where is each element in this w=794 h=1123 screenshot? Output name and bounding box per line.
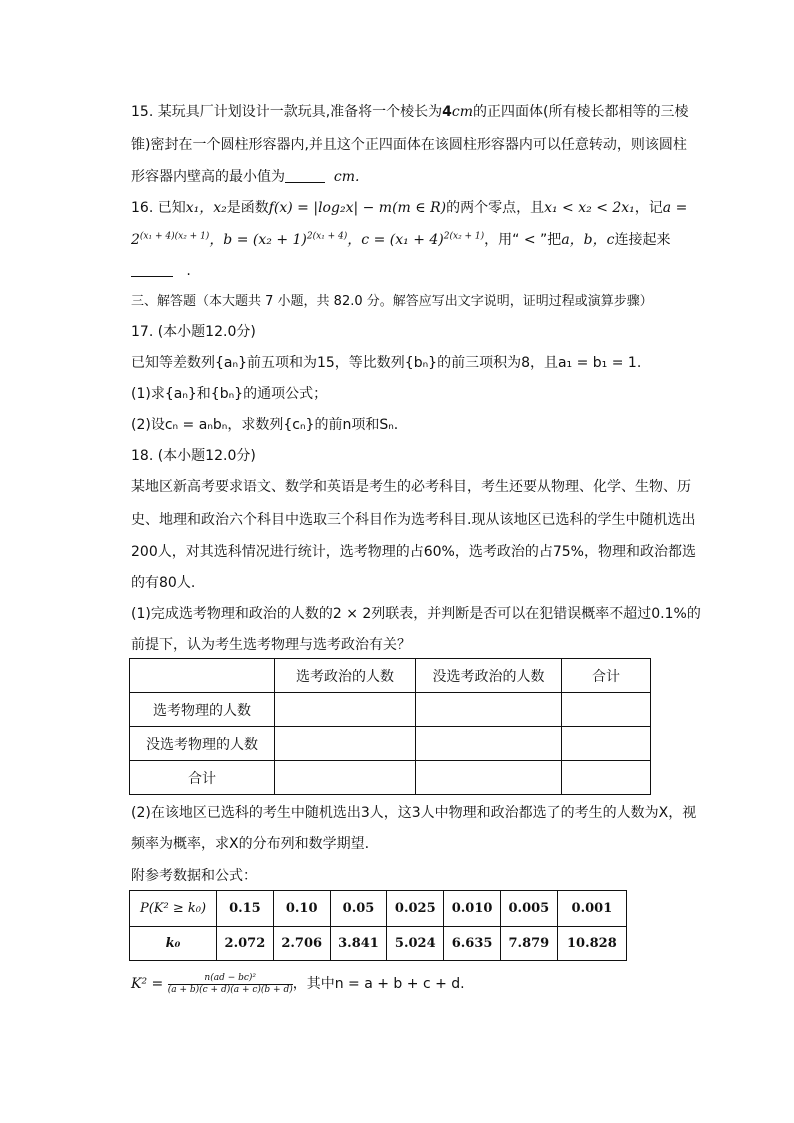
q18-sub1-text-a: (1)完成选考物理和政治的人数的2 × 2列联表，并判断是否可以在犯错误概率不超过0.1%的 [131,606,701,622]
k-value-cell: 3.841 [330,927,387,961]
q15-answer-blank [285,168,325,183]
p-value-cell: 0.10 [273,891,330,927]
table-row-label: 选考物理的人数 [130,693,275,727]
k-value-cell: 7.879 [500,927,557,961]
q15-unit-end: cm. [333,169,360,185]
table-cell [275,727,416,761]
q18-heading [131,446,256,466]
table-header-cell: 合计 [562,659,651,693]
table-row-label: 没选考物理的人数 [130,727,275,761]
q18-para-1 [131,477,691,497]
q16-c-expr: ，c = (x₁ + 4) [347,232,444,248]
q15-text-a: 15. 某玩具厂计划设计一款玩具,准备将一个棱长为 [131,104,443,120]
q15-text-b: 的正四面体(所有棱长都相等的三棱 [473,104,689,120]
q15-unit: cm [451,104,474,120]
q16-text-d: ，记 [634,200,663,216]
reference-heading [131,866,257,886]
table-row [130,761,651,795]
k-value-cell: 5.024 [387,927,444,961]
k-value-cell: 2.706 [273,927,330,961]
k-value-cell: 2.072 [217,927,274,961]
k-value-cell: 10.828 [557,927,626,961]
q16-inequality: x₁ < x₂ < 2x₁ [544,200,635,216]
q18-sub2-line-1 [131,803,696,823]
k-row-label: k₀ [130,927,217,961]
formula-denominator: (a + b)(c + d)(a + c)(b + d) [167,984,293,995]
table-cell [562,761,651,795]
q17-line-1 [131,353,641,373]
table-row [130,727,651,761]
q18-sub2-text-b: 频率为概率，求X的分布列和数学期望. [131,836,370,852]
table-row [130,891,627,927]
q15-line-1 [131,102,689,122]
q16-b-expr: ，b = (x₂ + 1) [209,232,307,248]
q18-text-1: 某地区新高考要求语文、数学和英语是考生的必考科目，考生还要从物理、化学、生物、历 [131,479,691,495]
q17-text-3: (2)设cₙ = aₙbₙ，求数列{cₙ}的前n项和Sₙ. [131,417,399,433]
formula-line [131,970,465,998]
q18-text-2: 史、地理和政治六个科目中选取三个科目作为选考科目.现从该地区已选科的学生中随机选出 [131,512,696,528]
table-cell [416,693,562,727]
q18-sub2-text-a: (2)在该地区已选科的考生中随机选出3人，这3人中物理和政治都选了的考生的人数为X，视 [131,805,697,821]
formula-fraction [168,973,293,996]
q15-text-c: 锥)密封在一个圆柱形容器内,并且这个正四面体在该圆柱形容器内可以任意转动，则该圆柱 [131,137,687,153]
q16-abc: a，b，c [561,232,615,248]
critical-value-table [129,890,627,961]
q18-text-4: 的有80人. [131,575,196,591]
p-value-cell: 0.010 [444,891,501,927]
table-row [130,927,627,961]
q18-sub2-line-2 [131,834,369,854]
table-row-label: 合计 [130,761,275,795]
q16-c-exp: 2(x₂ + 1) [443,231,485,242]
q17-line-2 [131,384,327,404]
q16-period: . [186,263,191,279]
table-cell [275,761,416,795]
q18-sub1-line-1 [131,604,701,624]
p-value-cell: 0.005 [500,891,557,927]
q17-text-2: (1)求{aₙ}和{bₙ}的通项公式； [131,386,328,402]
table-header-cell: 选考政治的人数 [275,659,416,693]
section-3-heading [131,292,653,312]
q16-a-base: 2 [131,232,140,248]
q16-text-b: 是函数 [226,200,269,216]
formula-tail: ，其中n = a + b + c + d. [292,976,465,992]
q15-line-2 [131,135,687,155]
q17-text-1: 已知等差数列{aₙ}前五项和为15，等比数列{bₙ}的前三项积为8，且a₁ = b₁ = 1. [131,355,642,371]
k-value-cell: 6.635 [444,927,501,961]
p-value-cell: 0.05 [330,891,387,927]
section-3-text: 三、解答题（本大题共 7 小题，共 82.0 分。解答应写出文字说明，证明过程或演算步骤） [131,294,653,309]
q15-line-3 [131,167,359,187]
q16-text-e: ，用“ < ”把 [484,232,562,248]
q17-head-text: 17. (本小题12.0分) [131,324,256,340]
q18-para-2 [131,510,695,530]
q16-answer-blank [131,262,173,277]
q16-text-f: 连接起来 [614,232,671,248]
table-cell [562,727,651,761]
formula-numerator: n(ad − bc)² [168,973,293,985]
q17-heading [131,322,256,342]
p-value-cell: 0.15 [217,891,274,927]
q16-text-c: 的两个零点，且 [446,200,545,216]
contingency-table [129,658,651,795]
table-cell [562,693,651,727]
table-header-cell: 没选考政治的人数 [416,659,562,693]
q16-text-a: 16. 已知 [131,200,186,216]
q18-text-3: 200人，对其选科情况进行统计，选考物理的占60%，选考政治的占75%，物理和政治都选 [131,544,696,560]
table-row [130,693,651,727]
q18-sub1-text-b: 前提下，认为考生选考物理与选考政治有关？ [131,637,411,653]
p-value-cell: 0.025 [387,891,444,927]
table-cell [416,727,562,761]
reference-text: 附参考数据和公式： [131,868,257,884]
q16-b-exp: 2(x₁ + 4) [306,231,348,242]
q15-text-d: 形容器内壁高的最小值为 [131,169,285,185]
formula-lhs: K² = [131,976,164,992]
q16-line-3 [131,261,191,281]
table-cell [416,761,562,795]
q16-vars: x₁，x₂ [185,200,227,216]
q18-sub1-line-2 [131,635,411,655]
p-row-label: P(K² ≥ k₀) [130,891,217,927]
table-row [130,659,651,693]
table-cell [275,693,416,727]
q16-function: f(x) = |log₂x| − m(m ∈ R) [268,200,447,216]
q18-head-text: 18. (本小题12.0分) [131,448,256,464]
q16-a-exp: (x₁ + 4)(x₂ + 1) [139,231,210,242]
q17-line-3 [131,415,398,435]
q16-line-2 [131,230,670,250]
q18-para-4 [131,573,195,593]
p-value-cell: 0.001 [557,891,626,927]
q16-a-var: a = [662,200,688,216]
table-cell [130,659,275,693]
q16-line-1 [131,198,687,218]
q15-edge-length: 4 [442,104,452,120]
q18-para-3 [131,542,696,562]
